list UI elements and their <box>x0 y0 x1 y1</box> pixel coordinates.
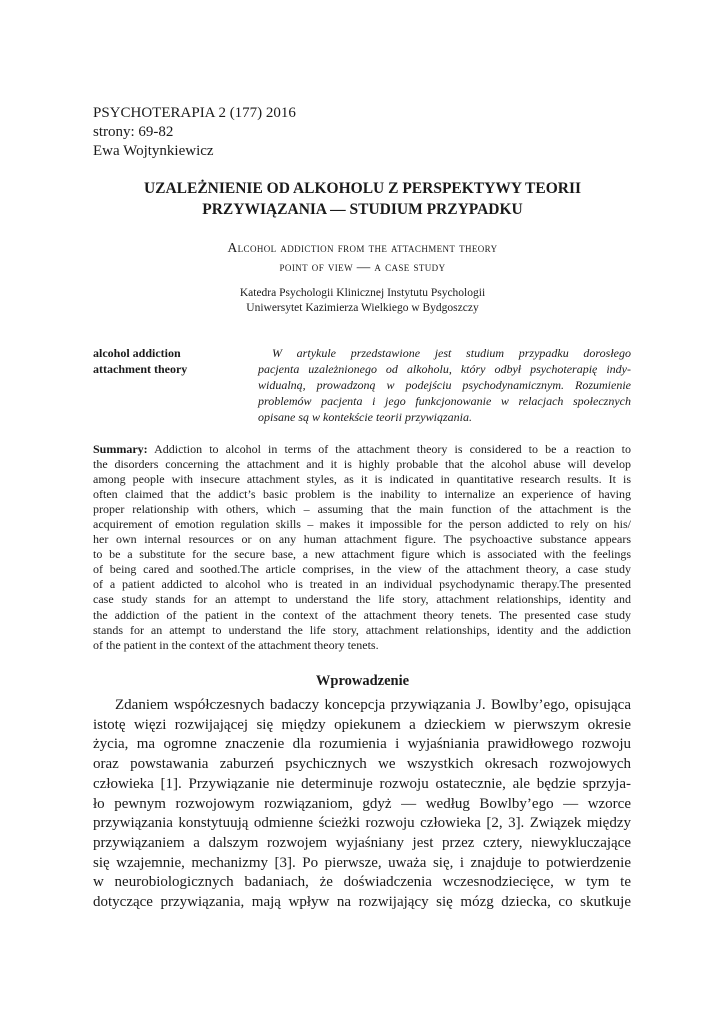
body-line: się wzajemnie, mechanizmy [3]. Po pierwsze, uważa się, i znajduje to potwierdzenie <box>93 854 631 871</box>
body-line: Zdaniem współczesnych badaczy koncepcja przywiązania J. Bowlby’ego, opisująca <box>115 697 631 713</box>
abstract-line: pacjenta uzależnionego od alkoholu, który odbył psychoterapię indy- <box>258 362 631 376</box>
summary-line: stands for an attempt to understand the life story, attachment relationships, identity and the addiction <box>93 622 631 637</box>
title-line: point of view — a case study <box>279 259 446 274</box>
section-heading: Wprowadzenie <box>315 673 410 689</box>
abstract-polish <box>258 345 631 425</box>
summary-line: of the patient in the context of the attachment theory tenets. <box>93 637 379 652</box>
author-name: Ewa Wojtynkiewicz <box>93 143 214 159</box>
body-line: dotyczące przywiązania, mają wpływ na rozwijający się mózg dziecka, co skutkuje <box>93 894 631 911</box>
title-line: Alcohol addiction from the attachment theory <box>227 240 498 255</box>
summary-line: the addiction of the patient in the context of the attachment theory tenets. The presented case study <box>93 607 631 622</box>
summary-line: acquirement of emotion regulation skills – makes it impossible for the person addicted to rely on his/ <box>93 517 631 532</box>
summary-english <box>93 442 631 653</box>
abstract-line: W artykule przedstawione jest studium przypadku dorosłego <box>272 346 631 360</box>
summary-text: Addiction to alcohol in terms of the attachment theory is considered to be a reaction to <box>154 442 631 456</box>
journal-issue: PSYCHOTERAPIA 2 (177) 2016 <box>93 105 296 121</box>
body-line: ło pewnym rozwojowym rozwiązaniom, gdyż — według Bowlby’ego — wzorce <box>93 795 631 812</box>
keyword: attachment theory <box>93 362 188 376</box>
affiliation <box>60 286 665 316</box>
page-range: strony: 69-82 <box>93 124 174 140</box>
summary-line: often claimed that the addict’s basic problem is the inability to internalize an experience of having <box>93 487 631 502</box>
journal-header <box>93 104 296 161</box>
body-line: istotę więzi rozwijającej się między opiekunem a dzieckiem w pierwszym okresie <box>93 716 631 733</box>
summary-label: Summary: <box>93 442 148 456</box>
abstract-line: opisane są w kontekście teorii przywiązania. <box>258 410 472 424</box>
summary-line <box>93 442 631 457</box>
body-line: życia, ma ogromne znaczenie dla rozumienia i wyjaśniania prawidłowego rozwoju <box>93 736 631 753</box>
summary-line: proper relationship with others, which – assuming that the main function of the attachment is the <box>93 502 631 517</box>
affiliation-line: Uniwersytet Kazimierza Wielkiego w Bydgoszczy <box>246 302 479 314</box>
title-line: UZALEŻNIENIE OD ALKOHOLU Z PERSPEKTYWY TEORII <box>143 180 582 197</box>
affiliation-line: Katedra Psychologii Klinicznej Instytutu Psychologii <box>239 287 486 299</box>
abstract-line: widualną, prowadzoną w podejściu psychodynamicznym. Rozumienie <box>258 378 631 392</box>
summary-line: of being cared and soothed.The article comprises, in the view of the attachment theory, a case study <box>93 562 631 577</box>
body-line: w neurobiologicznych badaniach, że doświadczenia wczesnodziecięce, w tym te <box>93 874 631 891</box>
summary-line: to be a substitute for the secure base, a new attachment figure which is associated with the feelings <box>93 547 631 562</box>
body-text <box>93 696 631 913</box>
summary-line: case study stands for an attempt to understand the life story, attachment relationships, identity and <box>93 592 631 607</box>
body-line: przywiązania konstytuują odmienne ścieżki rozwoju człowieka [2, 3]. Związek między <box>93 815 631 832</box>
abstract-line: problemów pacjenta i jego funkcjonowanie w relacjach społecznych <box>258 394 631 408</box>
title-line: PRZYWIĄZANIA — STUDIUM PRZYPADKU <box>202 201 523 218</box>
summary-line: of a patient addicted to alcohol who is treated in an individual psychodynamic therapy.The presented <box>93 577 631 592</box>
body-line: przywiązaniem a dalszym rozwojem wyjaśniany jest przez cztery, niewykluczające <box>93 834 631 851</box>
summary-line: among people with insecure attachment styles, as it is indicated in quantitative research results. It is <box>93 472 631 487</box>
summary-line: her own internal resources or on any human attachment figure. The psychoactive substance appears <box>93 532 631 547</box>
keywords <box>93 345 187 377</box>
article-title-english <box>60 238 665 276</box>
body-line: człowieka [1]. Przywiązanie nie determinuje rozwoju ostatecznie, ale będzie sprzyja- <box>93 775 631 792</box>
keyword: alcohol addiction <box>93 346 181 360</box>
summary-line: the disorders concerning the attachment and it is highly probable that the alcohol abuse will develop <box>93 457 631 472</box>
article-title-polish <box>60 178 665 220</box>
body-line: oraz powstawania zaburzeń psychicznych we wszystkich okresach rozwojowych <box>93 756 631 773</box>
